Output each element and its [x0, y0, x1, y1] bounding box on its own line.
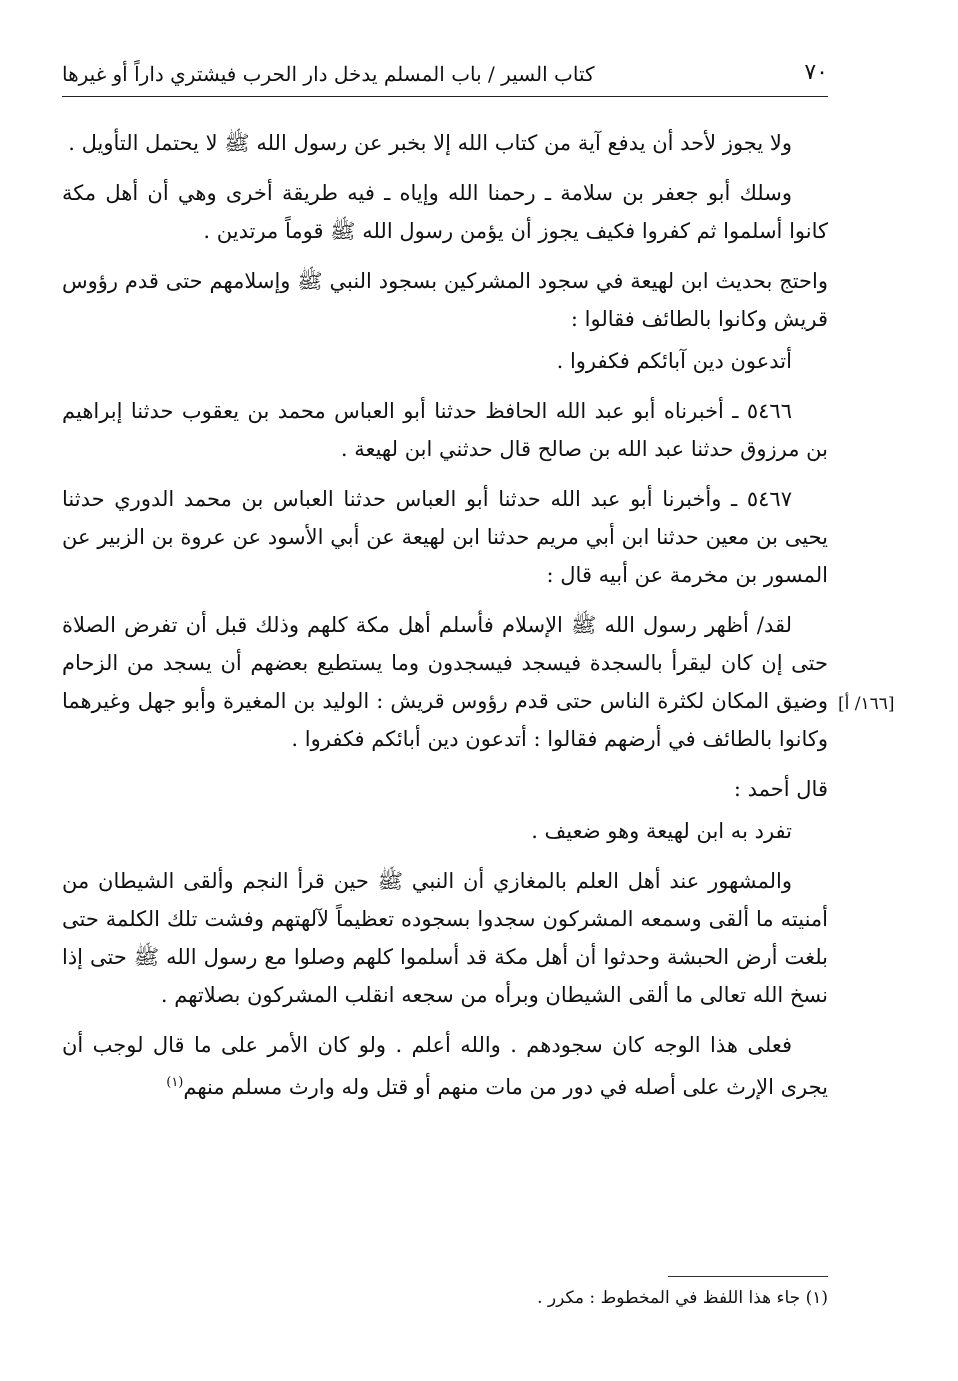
paragraph: تفرد به ابن لهيعة وهو ضعيف . — [531, 819, 792, 843]
paragraph: والمشهور عند أهل العلم بالمغازي أن النبي ﷺ حين قرأ النجم وألقى الشيطان من أمنيته ما ألقى وسمعه المشركون سجدوا بسجوده تعظيماً لآلهتهم وفشت تلك الكلمة حتى بلغت أرض الحبشة وحدثوا أن أهل مكة قد أسلموا كلهم وصلوا مع رسول الله ﷺ حتى إذا نسخ الله تعالى ما ألقى الشيطان وبرأه من سجعه انقلب المشركون بصلاتهم . — [62, 869, 828, 1007]
paragraph-text: فعلى هذا الوجه كان سجودهم . والله أعلم . ولو كان الأمر على ما قال لوجب أن يجرى الإرث على أصله في دور من مات منهم أو قتل وله وارث مسلم منهم — [62, 1033, 828, 1099]
page-number: ٧٠ — [804, 60, 828, 85]
manuscript-folio-note: [١٦٦/ أ] — [838, 694, 895, 714]
footnote-marker: (١) — [166, 1075, 184, 1090]
hadith-entry: ٥٤٦٦ ـ أخبرناه أبو عبد الله الحافظ حدثنا أبو العباس محمد بن يعقوب حدثنا إبراهيم بن مرزوق حدثنا عبد الله بن صالح قال حدثني ابن لهيعة . — [62, 399, 828, 461]
footnote: (١) جاء هذا اللفظ في المخطوط : مكرر . — [537, 1288, 828, 1308]
paragraph: قال أحمد : — [733, 777, 828, 801]
main-text — [62, 124, 828, 1118]
paragraph: واحتج بحديث ابن لهيعة في سجود المشركين بسجود النبي ﷺ وإسلامهم حتى قدم رؤوس قريش وكانوا بالطائف فقالوا : — [62, 269, 828, 331]
page-header — [62, 58, 828, 97]
footnote-divider — [668, 1276, 828, 1277]
paragraph — [62, 1026, 828, 1106]
paragraph: ولا يجوز لأحد أن يدفع آية من كتاب الله إلا بخبر عن رسول الله ﷺ لا يحتمل التأويل . — [68, 131, 792, 155]
paragraph: لقد/ أظهر رسول الله ﷺ الإسلام فأسلم أهل مكة كلهم وذلك قبل أن تفرض الصلاة حتى إن كان ليقرأ بالسجدة فيسجد فيسجدون وما يستطيع بعضهم أن يسجد من الزحام وضيق المكان لكثرة الناس حتى قدم رؤوس قريش : الوليد بن المغيرة وأبو جهل وغيرهما وكانوا بالطائف في أرضهم فقالوا : أتدعون دين أبائكم فكفروا . — [62, 613, 828, 751]
running-title: كتاب السير / باب المسلم يدخل دار الحرب فيشتري داراً أو غيرها — [62, 62, 595, 86]
paragraph: وسلك أبو جعفر بن سلامة ـ رحمنا الله وإياه ـ فيه طريقة أخرى وهي أن أهل مكة كانوا أسلموا ثم كفروا فكيف يجوز أن يؤمن رسول الله ﷺ قوماً مرتدين . — [62, 181, 828, 243]
paragraph: أتدعون دين آبائكم فكفروا . — [556, 349, 792, 373]
hadith-entry: ٥٤٦٧ ـ وأخبرنا أبو عبد الله حدثنا أبو العباس حدثنا العباس بن محمد الدوري حدثنا يحيى بن معين حدثنا ابن أبي مريم حدثنا ابن لهيعة عن أبي الأسود عن عروة بن الزبير عن المسور بن مخرمة عن أبيه قال : — [62, 487, 828, 587]
